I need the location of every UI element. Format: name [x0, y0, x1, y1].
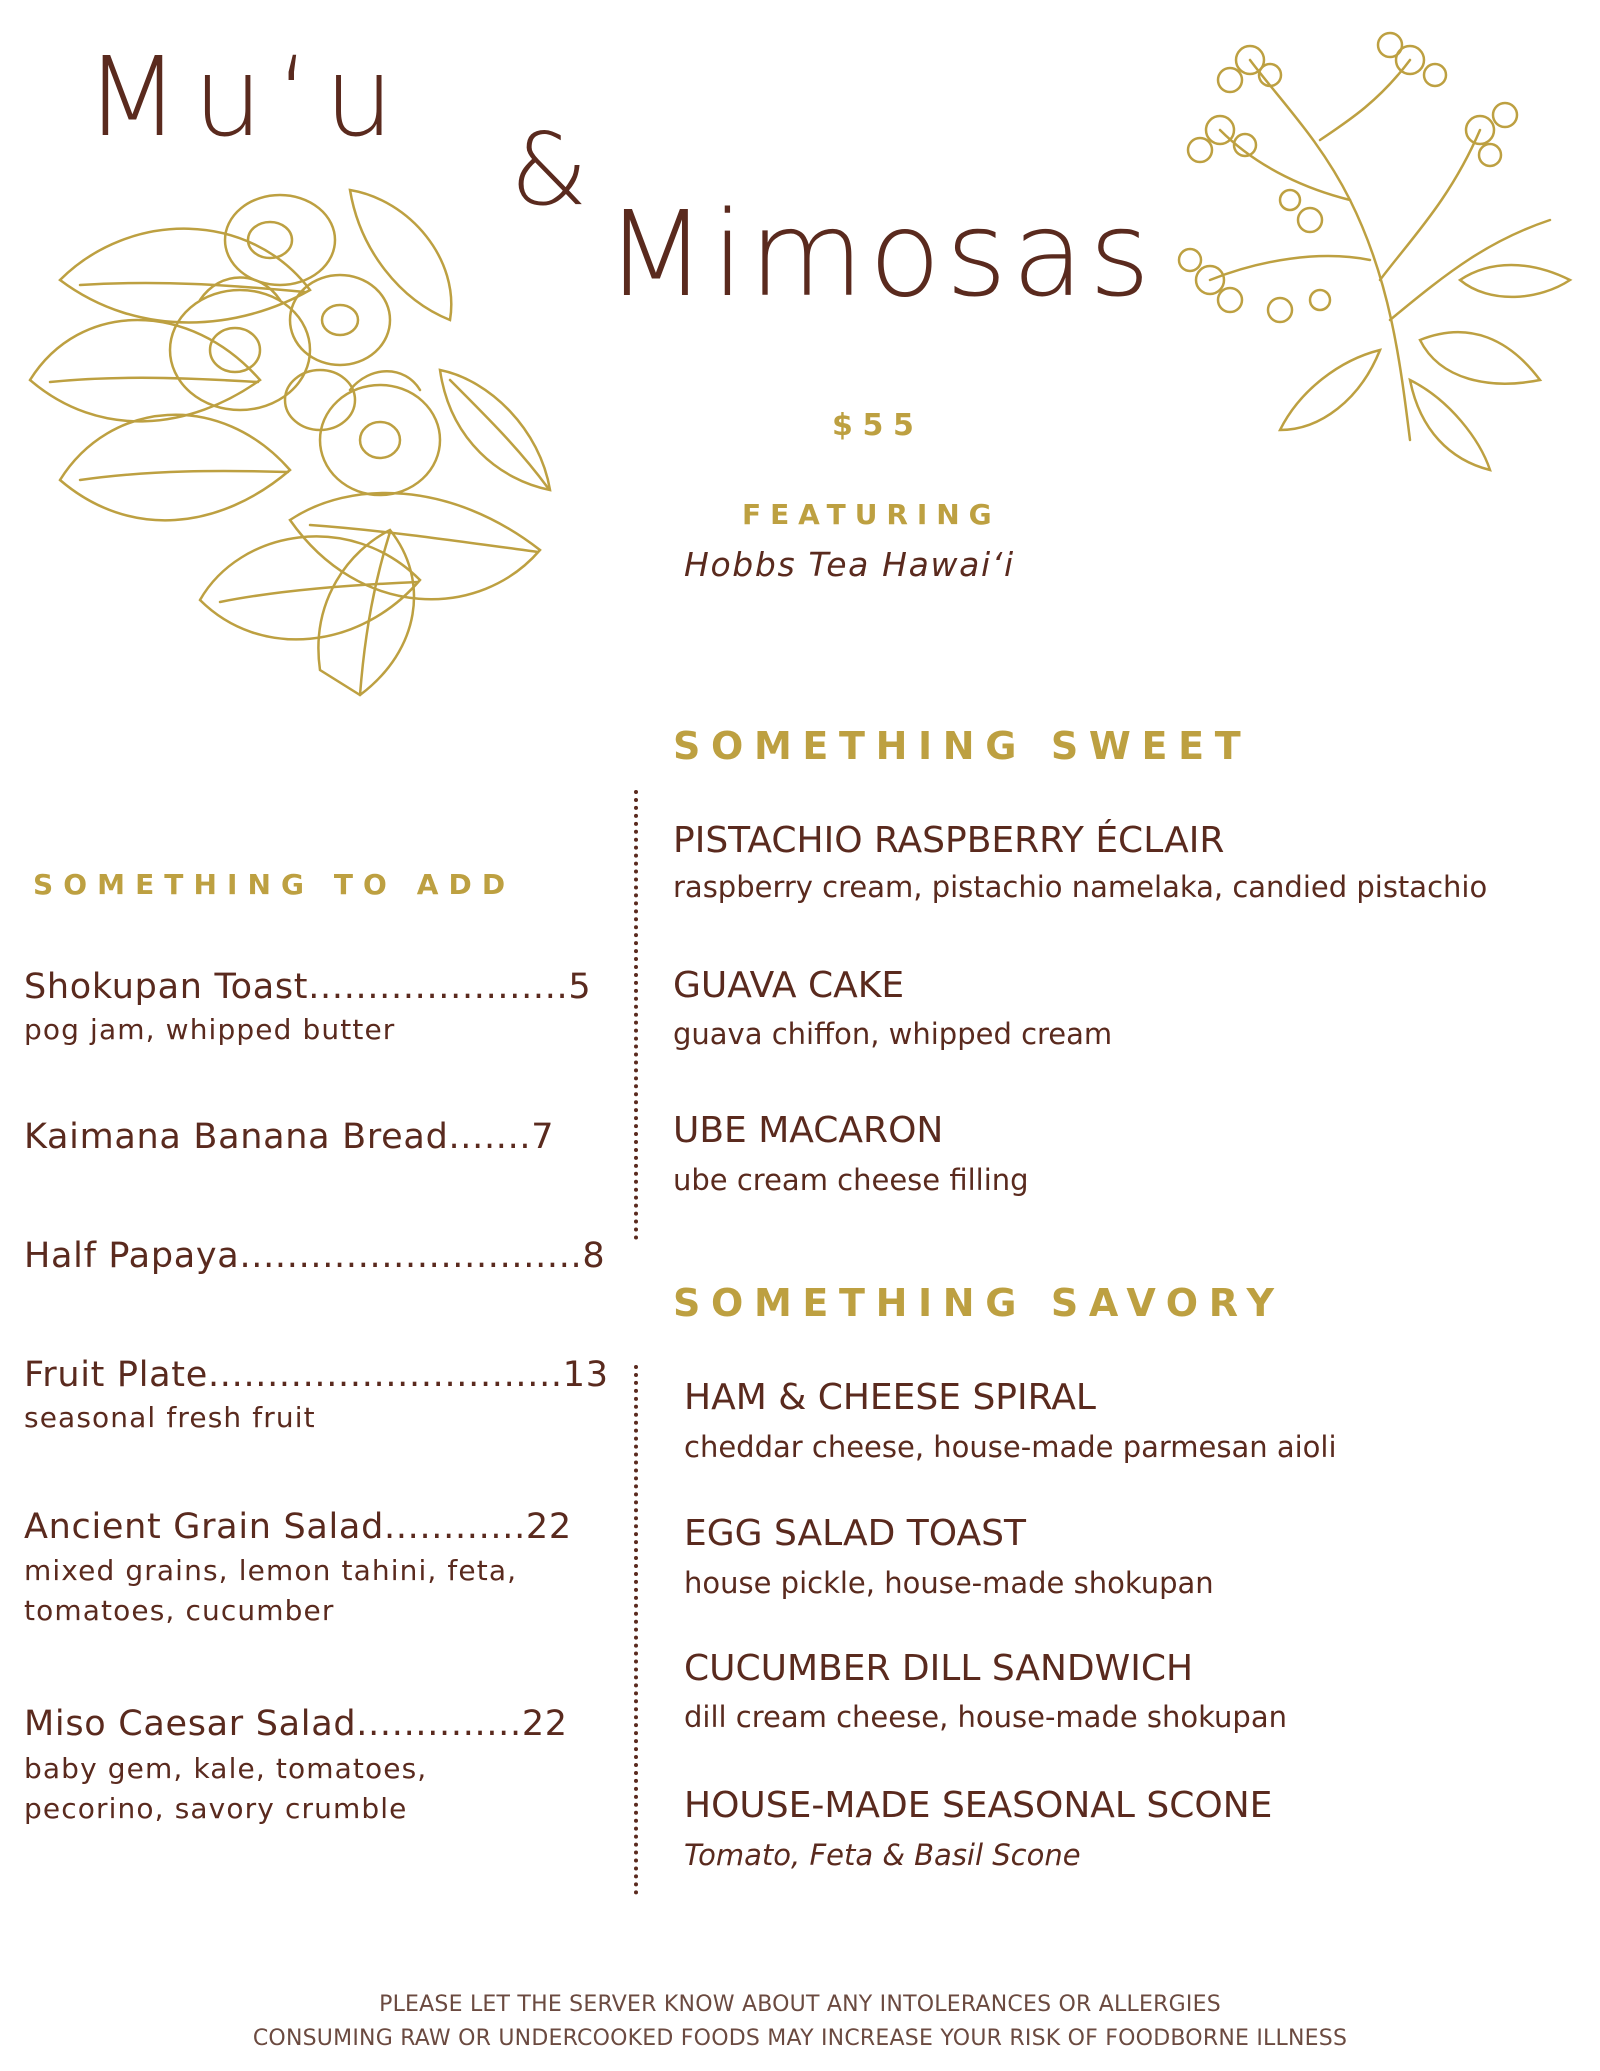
add-item-name: Ancient Grain Salad............22 — [24, 1507, 572, 1547]
sweet-item-name: PISTACHIO RASPBERRY ÉCLAIR — [673, 820, 1225, 861]
section-heading-sweet: SOMETHING SWEET — [673, 724, 1252, 768]
add-item-desc: baby gem, kale, tomatoes, — [24, 1752, 428, 1785]
floral-illustration-right — [1150, 20, 1590, 480]
savory-item-name: HOUSE-MADE SEASONAL SCONE — [684, 1785, 1273, 1826]
divider-savory — [634, 1365, 638, 1895]
divider-sweet — [634, 790, 638, 1240]
section-heading-add: SOMETHING TO ADD — [33, 868, 516, 901]
section-heading-savory: SOMETHING SAVORY — [673, 1281, 1285, 1325]
footer-allergy-notice: PLEASE LET THE SERVER KNOW ABOUT ANY INTOLERANCES OR ALLERGIES — [379, 1992, 1221, 2017]
savory-item-desc: house pickle, house-made shokupan — [684, 1566, 1214, 1600]
featuring-value: Hobbs Tea Hawaiʻi — [684, 545, 1015, 584]
floral-illustration-left — [20, 150, 580, 710]
title-line-1: Muʻu — [85, 33, 408, 161]
add-item-desc: seasonal fresh fruit — [24, 1401, 316, 1434]
savory-item-desc: cheddar cheese, house-made parmesan aioli — [684, 1430, 1337, 1464]
sweet-item-name: UBE MACARON — [673, 1110, 944, 1151]
add-item-name: Fruit Plate..............................13 — [24, 1355, 609, 1395]
add-item-desc: pog jam, whipped butter — [24, 1013, 396, 1046]
add-item-desc: mixed grains, lemon tahini, feta, — [24, 1554, 518, 1587]
savory-item-name: CUCUMBER DILL SANDWICH — [684, 1648, 1194, 1689]
savory-item-name: HAM & CHEESE SPIRAL — [684, 1377, 1096, 1418]
sweet-item-desc: ube cream cheese filling — [673, 1163, 1029, 1197]
price: $55 — [832, 408, 924, 443]
title-ampersand: & — [510, 111, 588, 228]
add-item-name: Kaimana Banana Bread.......7 — [24, 1117, 555, 1157]
add-item-name: Shokupan Toast......................5 — [24, 967, 592, 1007]
footer-food-safety-notice: CONSUMING RAW OR UNDERCOOKED FOODS MAY INCREASE YOUR RISK OF FOODBORNE ILLNESS — [252, 2026, 1348, 2051]
add-item-name: Miso Caesar Salad..............22 — [24, 1704, 568, 1744]
savory-item-name: EGG SALAD TOAST — [684, 1513, 1026, 1554]
savory-item-desc: Tomato, Feta & Basil Scone — [684, 1838, 1081, 1872]
featuring-label: FEATURING — [742, 498, 1001, 531]
add-item-desc: tomatoes, cucumber — [24, 1594, 335, 1627]
add-item-desc: pecorino, savory crumble — [24, 1792, 408, 1825]
title-line-2: Mimosas — [605, 185, 1156, 323]
savory-item-desc: dill cream cheese, house-made shokupan — [684, 1700, 1287, 1734]
sweet-item-desc: raspberry cream, pistachio namelaka, candied pistachio — [673, 870, 1488, 904]
sweet-item-name: GUAVA CAKE — [673, 965, 905, 1006]
sweet-item-desc: guava chiffon, whipped cream — [673, 1017, 1113, 1051]
add-item-name: Half Papaya.............................8 — [24, 1236, 606, 1276]
